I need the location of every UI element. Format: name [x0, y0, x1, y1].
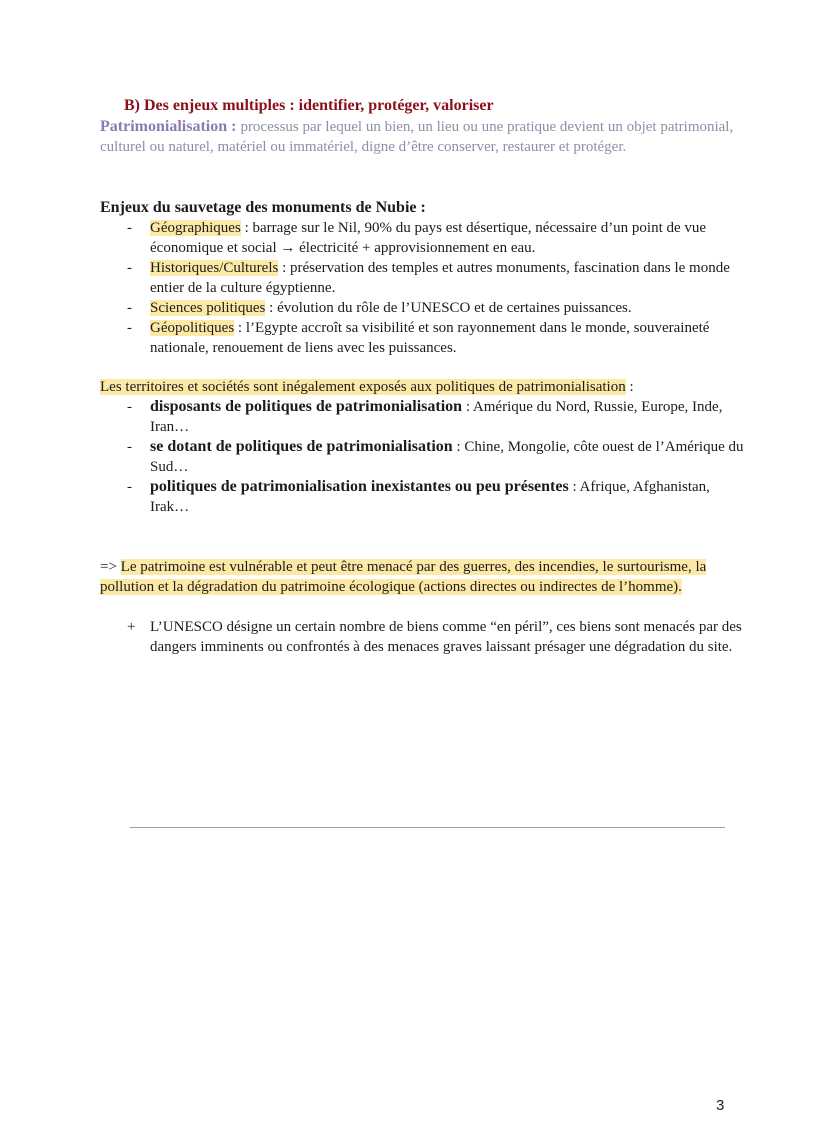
- arrow-prefix: =>: [100, 559, 121, 575]
- territoires-intro: [100, 377, 740, 397]
- horizontal-divider: [130, 827, 725, 828]
- section-heading: B) Des enjeux multiples : identifier, protéger, valoriser: [124, 97, 494, 114]
- highlight-keyword: Sciences politiques: [150, 300, 266, 316]
- list-item: [127, 298, 747, 318]
- list-marker: -: [127, 479, 132, 495]
- nubie-title: Enjeux du sauvetage des monuments de Nubie :: [100, 199, 426, 216]
- list-item-text: L’UNESCO désigne un certain nombre de biens comme “en péril”, ces biens sont menacés par des dangers imminents ou confrontés à des menaces graves laissant présager une dégradation du site.: [150, 619, 742, 655]
- list-marker: -: [127, 399, 132, 415]
- intro-suffix: :: [625, 379, 634, 395]
- list-item: [127, 397, 747, 437]
- list-item: [127, 617, 747, 657]
- list-item-text: : Amérique du Nord, Russie, Europe, Inde, Iran…: [150, 399, 723, 435]
- list-item: [127, 258, 747, 298]
- list-marker: -: [127, 320, 132, 336]
- definition-paragraph: [100, 117, 740, 157]
- list-marker: -: [127, 439, 132, 455]
- highlight-sentence: Le patrimoine est vulnérable et peut être menacé par des guerres, des incendies, le surtourisme, la pollution et la dégradation du patrimoine écologique (actions directes ou indirectes de l’homme).: [100, 559, 707, 595]
- highlight-keyword: Géopolitiques: [150, 320, 235, 336]
- bold-keyword: politiques de patrimonialisation inexistantes ou peu présentes: [150, 478, 569, 495]
- list-item-text: : Afrique, Afghanistan, Irak…: [150, 479, 710, 515]
- list-item-text: : l’Egypte accroît sa visibilité et son rayonnement dans le monde, souveraineté nationale, renouement de liens avec les puissances.: [150, 320, 710, 356]
- list-marker: +: [127, 619, 136, 635]
- list-item: [127, 218, 747, 258]
- definition-term: Patrimonialisation :: [100, 118, 241, 135]
- menace-list: [127, 617, 747, 657]
- list-item-text: : évolution du rôle de l’UNESCO et de certaines puissances.: [265, 300, 632, 316]
- list-item: [127, 437, 747, 477]
- territoires-list: [127, 397, 747, 517]
- list-marker: -: [127, 220, 132, 236]
- menace-paragraph: [100, 557, 740, 597]
- page-number: 3: [716, 1097, 725, 1114]
- list-item-text: : Chine, Mongolie, côte ouest de l’Amérique du Sud…: [150, 439, 744, 475]
- nubie-list: [127, 218, 747, 358]
- bold-keyword: disposants de politiques de patrimonialisation: [150, 398, 463, 415]
- list-item-text: : préservation des temples et autres monuments, fascination dans le monde entier de la culture égyptienne.: [150, 260, 730, 296]
- highlight-keyword: Géographiques: [150, 220, 241, 236]
- list-item: [127, 477, 747, 517]
- highlight-sentence: Les territoires et sociétés sont inégalement exposés aux politiques de patrimonialisation: [100, 379, 626, 395]
- list-marker: -: [127, 260, 132, 276]
- definition-text: processus par lequel un bien, un lieu ou une pratique devient un objet patrimonial, culturel ou naturel, matériel ou immatériel, digne d’être conserver, restaurer et protéger.: [100, 119, 734, 155]
- list-item: [127, 318, 747, 358]
- bold-keyword: se dotant de politiques de patrimonialisation: [150, 438, 453, 455]
- list-marker: -: [127, 300, 132, 316]
- list-item-text: : barrage sur le Nil, 90% du pays est désertique, nécessaire d’un point de vue économique et social → électricité + approvisionnement en eau.: [150, 220, 707, 256]
- highlight-keyword: Historiques/Culturels: [150, 260, 279, 276]
